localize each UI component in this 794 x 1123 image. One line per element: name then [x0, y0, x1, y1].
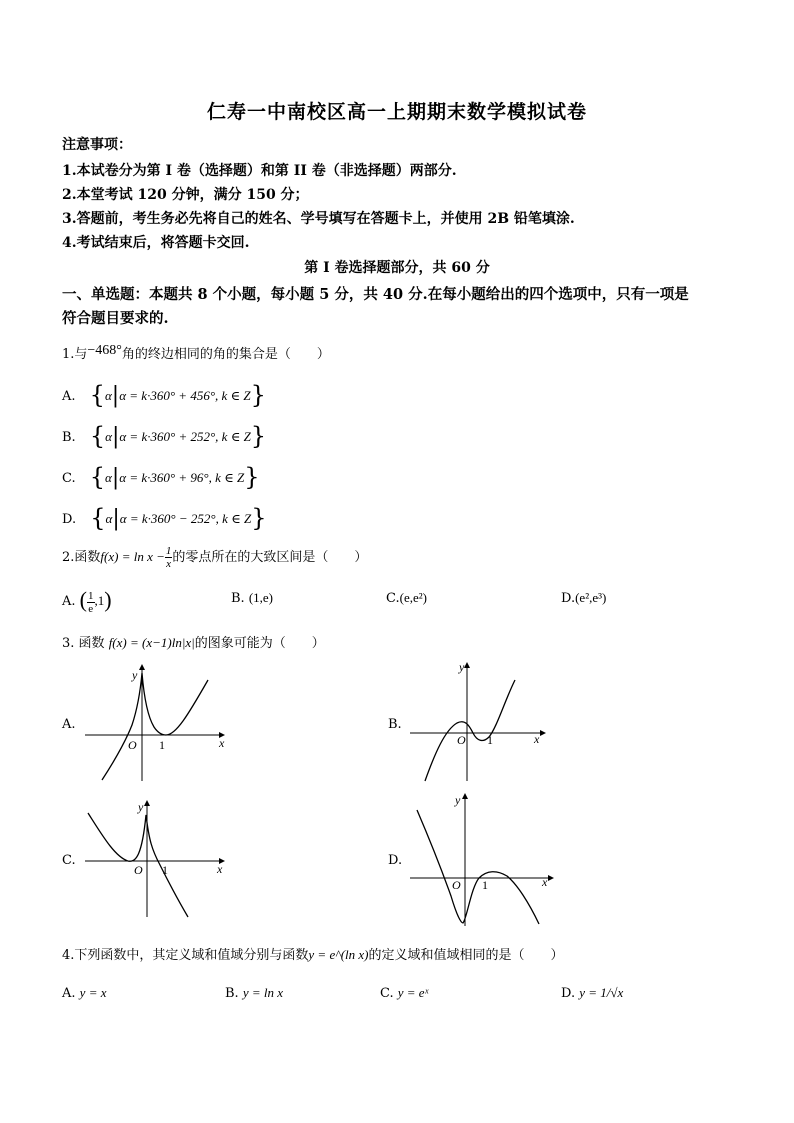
- question-4-option-d[interactable]: D. y = 1/√x: [561, 985, 624, 1001]
- origin-label: O: [128, 738, 137, 752]
- question-2-option-a[interactable]: A. ( $\frac{1}{e}$ ,1): [62, 587, 112, 615]
- x-axis-label: x: [534, 732, 540, 746]
- function-expression: y = e^(ln x): [308, 947, 369, 962]
- question-1-option-d[interactable]: D. {α|α = k·360° − 252°, k ∈ Z}: [62, 504, 267, 532]
- notice-item: 3.答题前，考生务必先将自己的姓名、学号填写在答题卡上，并使用 2B 铅笔填涂.: [62, 211, 575, 227]
- question-4-option-a[interactable]: A. y = x: [62, 985, 107, 1001]
- page-title: 仁寿一中南校区高一上期期末数学模拟试卷: [206, 101, 587, 123]
- x-axis-label: x: [219, 736, 225, 750]
- question-1-option-a[interactable]: A. {α|α = k·360° + 456°, k ∈ Z}: [62, 381, 266, 409]
- question-3-stem: 3. 函数 f(x) = (x−1)ln|x|的图象可能为（ ）: [62, 635, 325, 651]
- graph-c[interactable]: [80, 795, 230, 920]
- question-4-option-c[interactable]: C. y = eˣ: [380, 985, 429, 1001]
- tick-label: 1: [487, 733, 493, 747]
- y-axis-label: y: [459, 660, 465, 674]
- tick-label: 1: [159, 738, 165, 752]
- x-axis-label: x: [217, 862, 223, 876]
- graph-a[interactable]: [80, 655, 230, 785]
- question-4-option-b[interactable]: B. y = ln x: [225, 985, 284, 1001]
- section-title: 第 I 卷选择题部分，共 60 分: [304, 260, 490, 276]
- x-axis-label: x: [542, 875, 548, 889]
- y-axis-label: y: [132, 668, 138, 682]
- function-expression: f(x) = (x−1)ln|x|: [108, 635, 195, 650]
- y-axis-label: y: [455, 793, 461, 807]
- function-expression: f(x) = ln x −: [100, 549, 165, 564]
- origin-label: O: [134, 863, 143, 877]
- notice-item: 2.本堂考试 120 分钟，满分 150 分；: [62, 187, 309, 203]
- question-1-option-b[interactable]: B. {α|α = k·360° + 252°, k ∈ Z}: [62, 422, 267, 450]
- y-axis-label: y: [138, 800, 144, 814]
- part-instruction: 符合题目要求的.: [62, 310, 169, 327]
- question-4-stem: 4.下列函数中，其定义域和值域分别与函数y = e^(ln x)的定义域和值域相同的是（ ）: [62, 947, 564, 963]
- question-3-option-c-label[interactable]: C.: [62, 853, 76, 868]
- part-instruction: 一、单选题：本题共 8 个小题，每小题 5 分，共 40 分.在每小题给出的四个选项中，只有一项是: [62, 286, 689, 303]
- origin-label: O: [452, 878, 461, 892]
- angle-value: −468°: [87, 343, 122, 358]
- question-2-option-d[interactable]: D.(e²,e³): [561, 590, 607, 606]
- curve: [102, 673, 208, 780]
- notice-item: 4.考试结束后，将答题卡交回.: [62, 235, 250, 251]
- question-1-option-c[interactable]: C. {α|α = k·360° + 96°, k ∈ Z}: [62, 463, 260, 491]
- question-1-stem: 1.与−468°角的终边相同的角的集合是（ ）: [62, 343, 330, 362]
- curve: [425, 680, 515, 781]
- question-2-option-b[interactable]: B. (1,e): [231, 590, 274, 606]
- notice-item: 1.本试卷分为第 I 卷（选择题）和第 II 卷（非选择题）两部分.: [62, 163, 457, 179]
- question-3-option-b-label[interactable]: B.: [388, 717, 402, 732]
- graph-b[interactable]: [405, 655, 555, 785]
- question-3-option-a-label[interactable]: A.: [62, 717, 76, 732]
- tick-label: 1: [482, 878, 488, 892]
- question-2-stem: 2.函数f(x) = ln x − $\frac{1}{x}$ 的零点所在的大致区间是（ ）: [62, 545, 368, 570]
- origin-label: O: [457, 733, 466, 747]
- curve: [417, 810, 539, 924]
- notice-heading: 注意事项：: [62, 137, 132, 153]
- tick-label: 1: [162, 863, 168, 877]
- question-2-option-c[interactable]: C.(e,e²): [386, 590, 427, 606]
- question-3-option-d-label[interactable]: D.: [388, 853, 403, 868]
- graph-d[interactable]: [405, 788, 555, 928]
